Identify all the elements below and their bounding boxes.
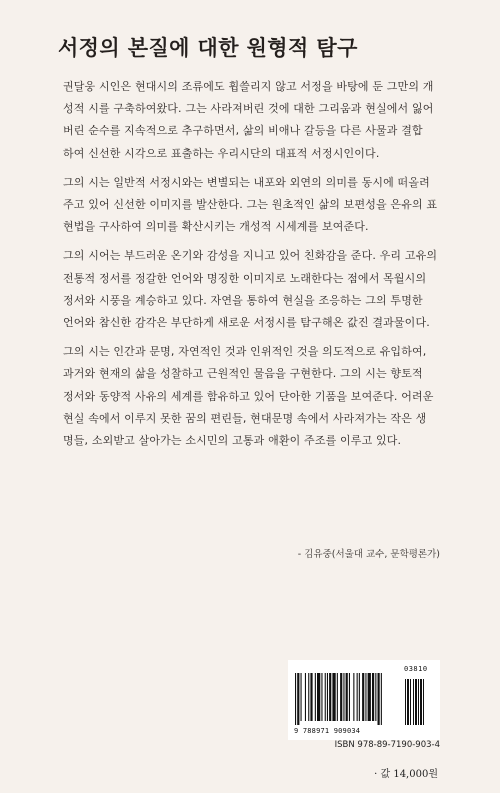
review-signature: - 김유중(서울대 교수, 문학평론가) — [297, 549, 440, 560]
paragraph-line: 언어와 참신한 감각은 부단하게 새로운 서정시를 탐구해온 값진 결과물이다. — [63, 316, 430, 330]
review-paragraph-1 — [63, 76, 438, 165]
paragraph-line: 명들, 소외받고 살아가는 소시민의 고통과 애환이 주조를 이루고 있다. — [63, 434, 402, 448]
paragraph-line: 그의 시는 일반적 서정시와는 변별되는 내포와 외연의 의미를 동시에 떠올려 — [63, 175, 430, 189]
review-paragraph-3 — [63, 245, 438, 334]
paragraph-line: 그의 시는 인간과 문명, 자연적인 것과 인위적인 것을 의도적으로 유입하여, — [63, 345, 427, 359]
paragraph-line: 버린 순수를 지속적으로 추구하면서, 삶의 비애나 갈등을 다른 사물과 결합 — [63, 124, 423, 138]
paragraph-line: 현법을 구사하여 의미를 확산시키는 개성적 시세계를 보여준다. — [63, 220, 369, 234]
paragraph-line: 정서와 시풍을 계승하고 있다. 자연을 통하여 현실을 조응하는 그의 투명한 — [63, 293, 423, 307]
review-paragraph-2 — [63, 172, 438, 239]
review-paragraph-4 — [63, 341, 438, 452]
price-label: · 값 14,000원 — [374, 769, 438, 780]
barcode-digits: 9 788971 909034 — [294, 727, 361, 735]
paragraph-line: 주고 있어 신선한 이미지를 발산한다. 그는 원초적인 삶의 보편성을 은유의 표 — [63, 198, 438, 212]
review-body — [63, 76, 438, 459]
paragraph-line: 전통적 정서를 정갈한 언어와 명징한 이미지로 노래한다는 점에서 목월시의 — [63, 271, 427, 285]
paragraph-line: 성적 시를 구축하여왔다. 그는 사라져버린 것에 대한 그리움과 현실에서 잃어 — [63, 102, 434, 116]
paragraph-line: 현실 속에서 이루지 못한 꿈의 편린들, 현대문명 속에서 사라져가는 작은 생 — [63, 411, 427, 425]
cover-title: 서정의 본질에 대한 원형적 탐구 — [58, 35, 358, 60]
paragraph-line: 과거와 현재의 삶을 성찰하고 근원적인 물음을 구현한다. 그의 시는 향토적 — [63, 367, 423, 381]
paragraph-line: 정서와 동양적 사유의 세계를 함유하고 있어 단아한 기품을 보여준다. 어려운 — [63, 389, 434, 403]
barcode-icon — [295, 673, 435, 727]
paragraph-line: 그의 시어는 부드러운 온기와 감성을 지니고 있어 친화감을 준다. 우리 고유의 — [63, 249, 438, 263]
paragraph-line: 하여 신선한 시각으로 표출하는 우리시단의 대표적 서정시인이다. — [63, 146, 380, 160]
barcode-addon-number: 03810 — [404, 665, 428, 673]
isbn-number: ISBN 978-89-7190-903-4 — [334, 740, 440, 750]
paragraph-line: 권달웅 시인은 현대시의 조류에도 휩쓸리지 않고 서정을 바탕에 둔 그만의 개 — [63, 80, 434, 93]
